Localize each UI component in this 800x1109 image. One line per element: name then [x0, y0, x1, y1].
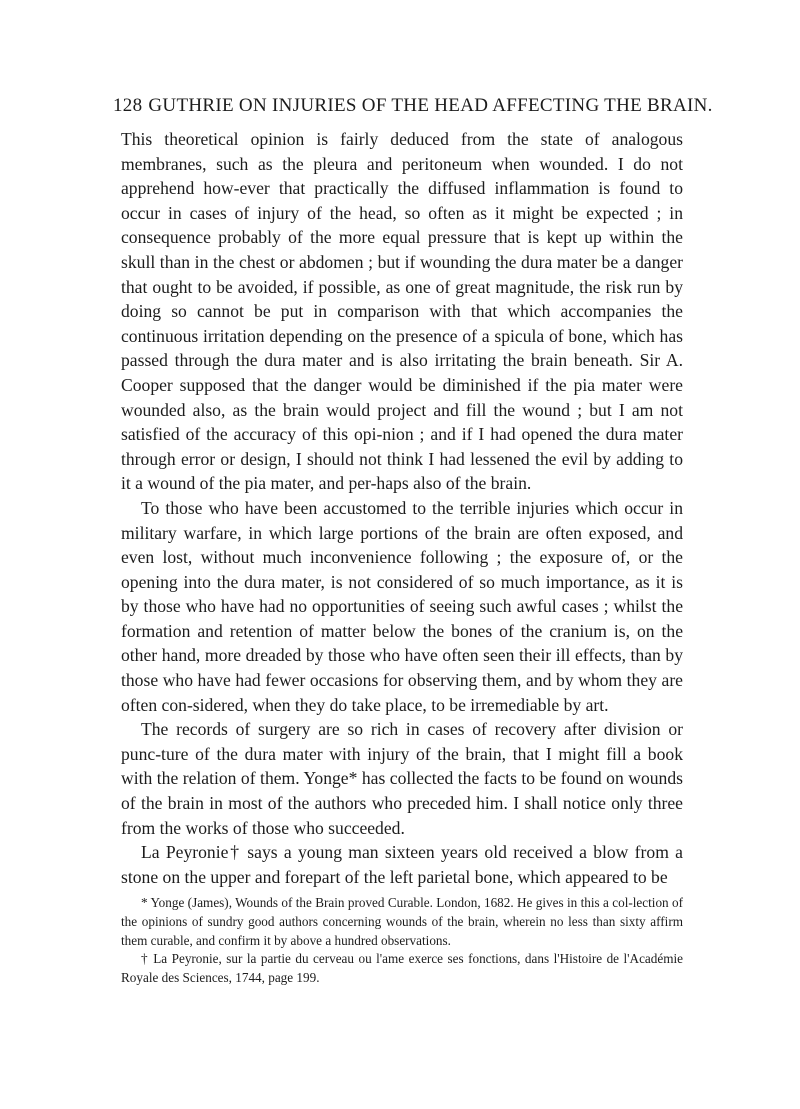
paragraph-4: La Peyronie† says a young man sixteen years old received a blow from a stone on the upper and forepart of the left parietal bone, which appeared to be: [121, 842, 683, 887]
paragraph-1: This theoretical opinion is fairly deduced from the state of analogous membranes, such as the pleura and peritoneum when wounded. I do not apprehend how-ever that practically the diffused inflammation is found to occur in cases of injury of the head, so often as it might be expected ; in consequence probably of the more equal pressure that is kept up within the skull than in the chest or abdomen ; but if wounding the dura mater be a danger that ought to be avoided, if possible, as one of great magnitude, the risk run by doing so cannot be put in comparison with that which accompanies the continuous irritation depending on the presence of a spicula of bone, which has passed through the dura mater and is also irritating the brain beneath. Sir A. Cooper supposed that the danger would be diminished if the pia mater were wounded also, as the brain would project and fill the wound ; but I am not satisfied of the accuracy of this opi-nion ; and if I had opened the dura mater through error or design, I should not think I had lessened the evil by adding to it a wound of the pia mater, and per-haps also of the brain.: [121, 129, 683, 494]
footnotes: [121, 894, 683, 987]
paragraph-3: The records of surgery are so rich in cases of recovery after division or punc-ture of the dura mater with injury of the brain, that I might fill a book with the relation of them. Yonge* has collected the facts to be found on wounds of the brain in most of the authors who preceded him. I shall notice only three from the works of those who succeeded.: [121, 719, 683, 838]
body-text: [121, 127, 683, 889]
document-page: [113, 93, 713, 987]
footnote-yonge: * Yonge (James), Wounds of the Brain proved Curable. London, 1682. He gives in this a col-lection of the opinions of sundry good authors concerning wounds of the brain, wherein no less than sixty affirm them curable, and confirm it by above a hundred observations.: [121, 895, 683, 948]
page-number: 128: [113, 95, 143, 116]
running-header: [113, 93, 713, 119]
running-title: GUTHRIE ON INJURIES OF THE HEAD AFFECTING THE BRAIN.: [148, 95, 713, 116]
footnote-la-peyronie: † La Peyronie, sur la partie du cerveau ou l'ame exerce ses fonctions, dans l'Histoire de l'Académie Royale des Sciences, 1744, page 199.: [121, 951, 683, 985]
paragraph-2: To those who have been accustomed to the terrible injuries which occur in military warfare, in which large portions of the brain are often exposed, and even lost, without much inconvenience following ; the exposure of, or the opening into the dura mater, is not considered of so much importance, as it is by those who have had no opportunities of seeing such awful cases ; whilst the formation and retention of matter below the bones of the cranium is, on the other hand, more dreaded by those who have often seen their ill effects, than by those who have had fewer occasions for observing them, and by whom they are often con-sidered, when they do take place, to be irremediable by art.: [121, 497, 683, 715]
